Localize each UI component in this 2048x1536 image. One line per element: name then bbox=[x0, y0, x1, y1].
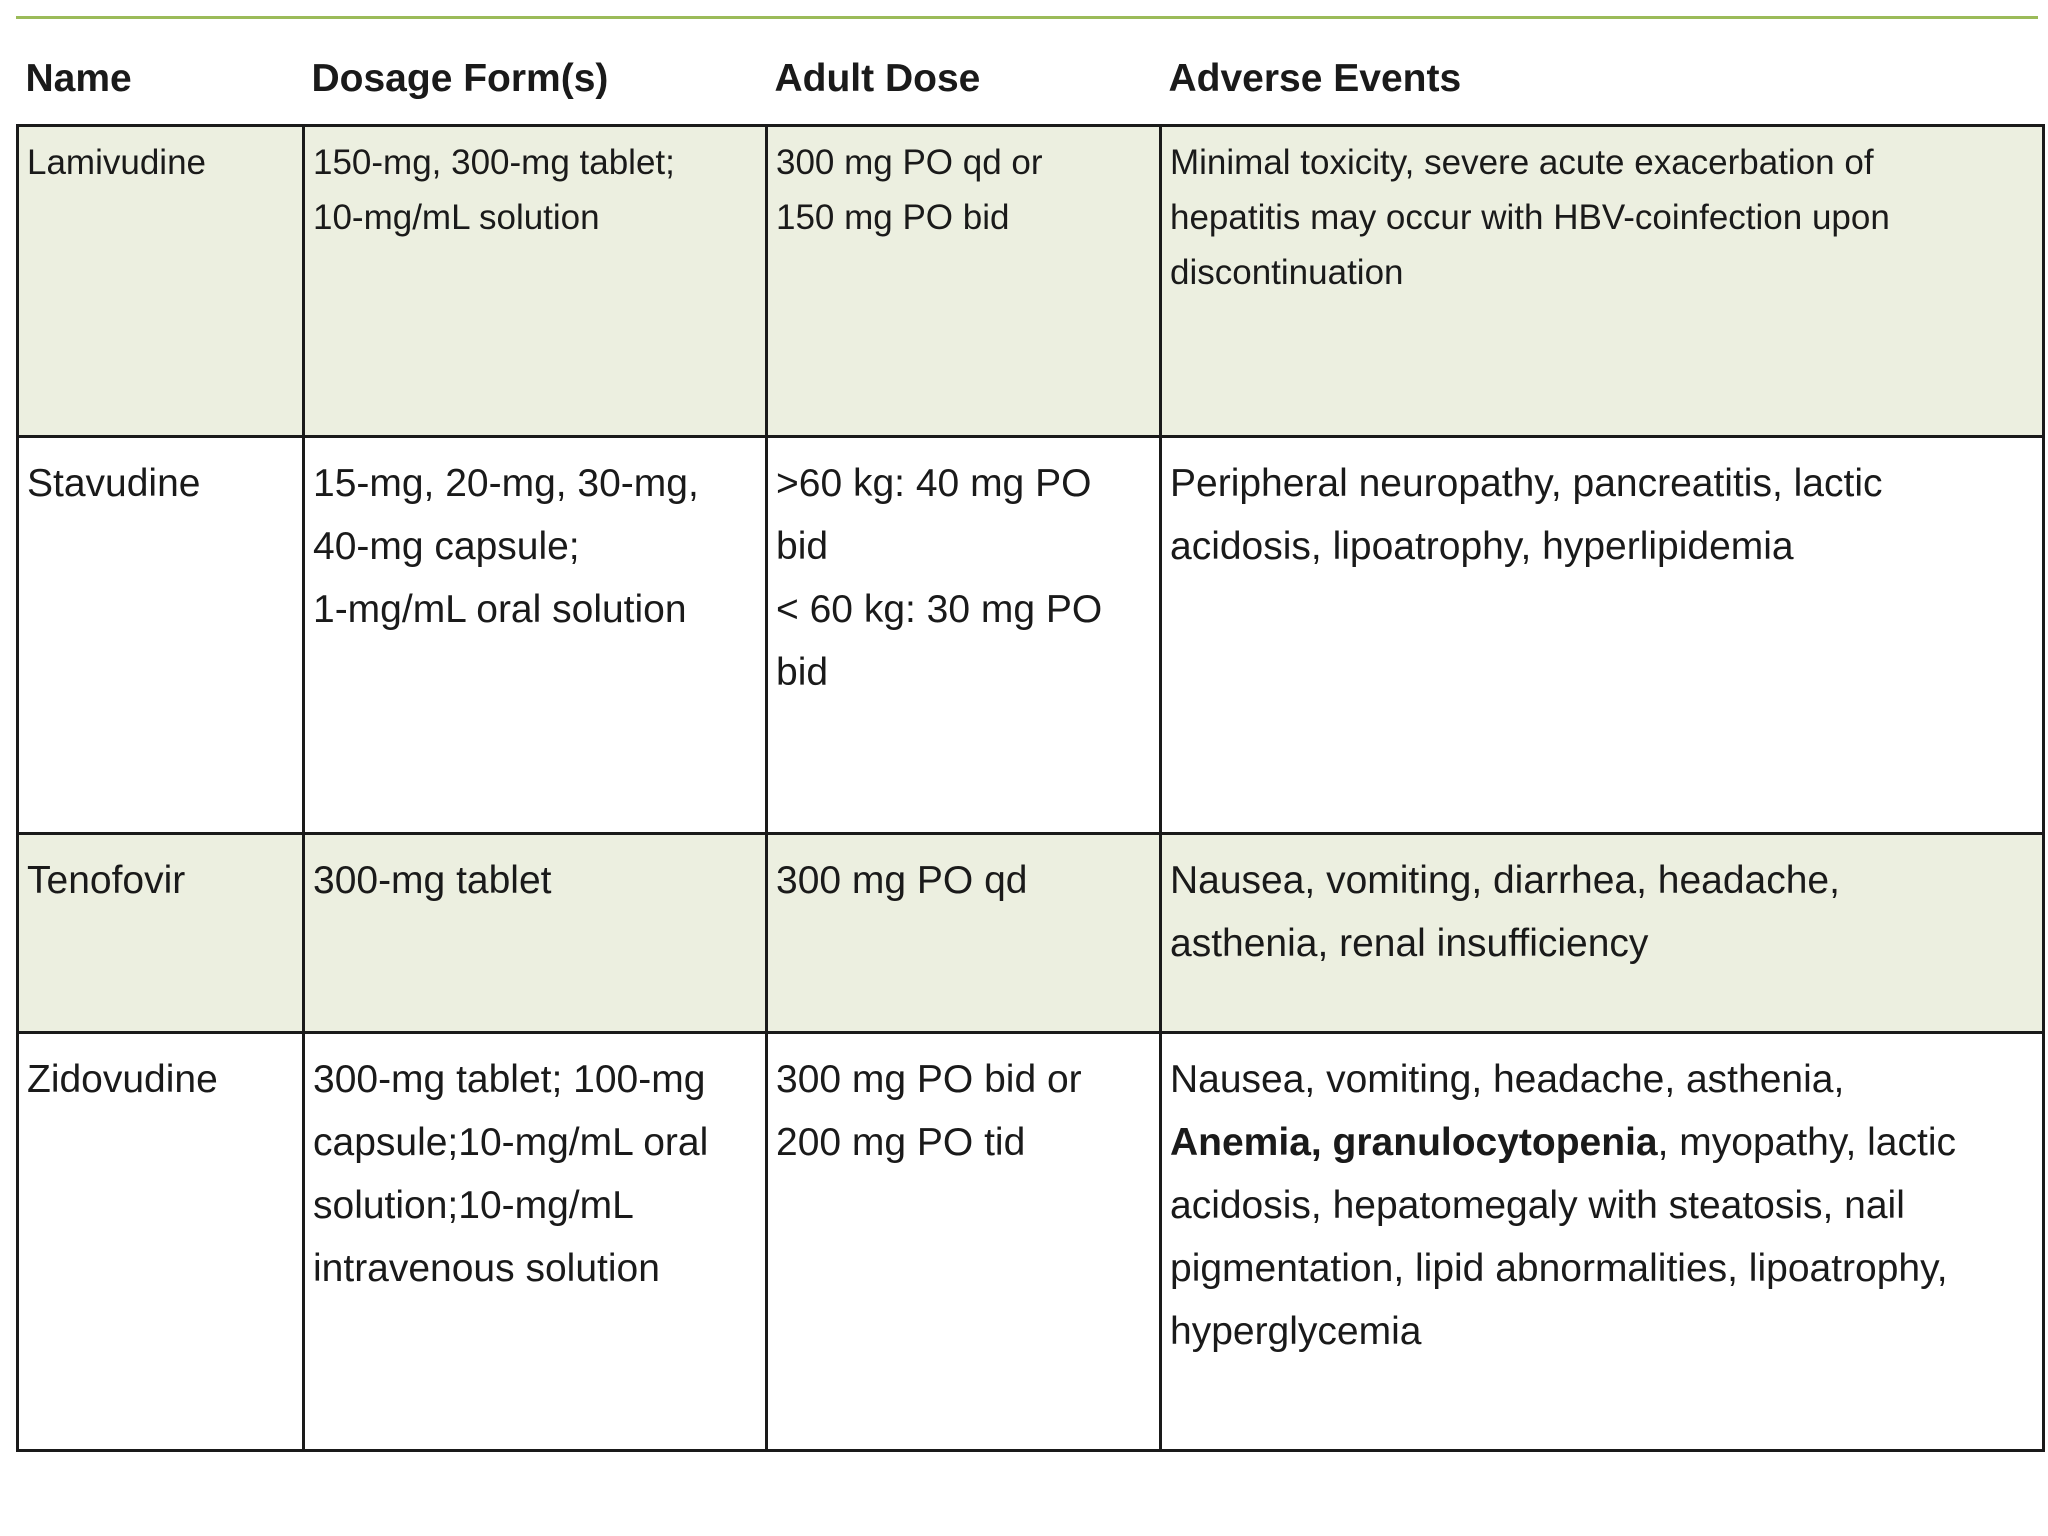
cell-name bbox=[18, 126, 304, 437]
dose-line: 200 mg PO tid bbox=[776, 1121, 1026, 1164]
header-name: Name bbox=[18, 34, 304, 126]
dosage-line: 300-mg tablet bbox=[313, 859, 552, 902]
header-adult-dose: Adult Dose bbox=[767, 34, 1161, 126]
header-row bbox=[18, 34, 2044, 126]
dosage-line: 15-mg, 20-mg, 30-mg, bbox=[313, 462, 699, 505]
dose-line: 300 mg PO qd bbox=[776, 859, 1028, 902]
cell-adult-dose bbox=[767, 834, 1161, 1033]
dosage-line: intravenous solution bbox=[313, 1247, 660, 1290]
cell-adult-dose bbox=[767, 1033, 1161, 1451]
table-row bbox=[18, 834, 2044, 1033]
dosage-line: capsule;10-mg/mL oral bbox=[313, 1121, 709, 1164]
adverse-line: Peripheral neuropathy, pancreatitis, lactic bbox=[1170, 462, 1883, 505]
drug-name: Tenofovir bbox=[27, 859, 186, 902]
adverse-line: discontinuation bbox=[1170, 253, 1404, 292]
dosage-line: 10-mg/mL solution bbox=[313, 198, 600, 237]
dose-line: 300 mg PO qd or bbox=[776, 143, 1043, 182]
cell-adult-dose bbox=[767, 126, 1161, 437]
adverse-line-emphasis bbox=[1170, 1111, 2034, 1174]
dosage-line: 40-mg capsule; bbox=[313, 525, 580, 568]
cell-adverse-events bbox=[1161, 126, 2044, 437]
adverse-line: pigmentation, lipid abnormalities, lipoatrophy, bbox=[1170, 1247, 1948, 1290]
table-row bbox=[18, 437, 2044, 834]
adverse-line: hyperglycemia bbox=[1170, 1310, 1422, 1353]
cell-adverse-events bbox=[1161, 834, 2044, 1033]
adverse-line: Nausea, vomiting, headache, asthenia, bbox=[1170, 1058, 1845, 1101]
header-dosage-forms: Dosage Form(s) bbox=[304, 34, 767, 126]
adverse-line: Minimal toxicity, severe acute exacerbation of bbox=[1170, 143, 1874, 182]
dose-line: 300 mg PO bid or bbox=[776, 1058, 1082, 1101]
cell-dosage-forms bbox=[304, 126, 767, 437]
dose-line: bid bbox=[776, 651, 829, 694]
cell-adverse-events bbox=[1161, 1033, 2044, 1451]
dose-line: < 60 kg: 30 mg PO bbox=[776, 588, 1103, 631]
adverse-line: acidosis, hepatomegaly with steatosis, nail bbox=[1170, 1184, 1905, 1227]
table-row bbox=[18, 126, 2044, 437]
cell-dosage-forms bbox=[304, 1033, 767, 1451]
cell-adverse-events bbox=[1161, 437, 2044, 834]
adverse-line: hepatitis may occur with HBV-coinfection upon bbox=[1170, 198, 1890, 237]
table-row bbox=[18, 1033, 2044, 1451]
cell-adult-dose bbox=[767, 437, 1161, 834]
drug-name: Zidovudine bbox=[27, 1058, 218, 1101]
adverse-line: acidosis, lipoatrophy, hyperlipidemia bbox=[1170, 525, 1794, 568]
cell-name bbox=[18, 834, 304, 1033]
dosage-line: 150-mg, 300-mg tablet; bbox=[313, 143, 675, 182]
dosage-line: solution;10-mg/mL bbox=[313, 1184, 634, 1227]
dosage-line: 300-mg tablet; 100-mg bbox=[313, 1058, 706, 1101]
header-adverse-events: Adverse Events bbox=[1161, 34, 2044, 126]
drug-name: Lamivudine bbox=[27, 143, 206, 182]
drug-name: Stavudine bbox=[27, 462, 201, 505]
cell-name bbox=[18, 437, 304, 834]
adverse-bold-text: Anemia, granulocytopenia bbox=[1170, 1121, 1658, 1164]
dose-line: >60 kg: 40 mg PO bbox=[776, 462, 1092, 505]
cell-name bbox=[18, 1033, 304, 1451]
dose-line: 150 mg PO bid bbox=[776, 198, 1010, 237]
adverse-line: asthenia, renal insufficiency bbox=[1170, 922, 1649, 965]
dose-line: bid bbox=[776, 525, 829, 568]
dosage-line: 1-mg/mL oral solution bbox=[313, 588, 687, 631]
adverse-text: , myopathy, lactic bbox=[1657, 1121, 1956, 1164]
adverse-line: Nausea, vomiting, diarrhea, headache, bbox=[1170, 859, 1840, 902]
drug-table bbox=[16, 34, 2045, 1452]
cell-dosage-forms bbox=[304, 834, 767, 1033]
top-accent-rule bbox=[16, 16, 2038, 19]
cell-dosage-forms bbox=[304, 437, 767, 834]
